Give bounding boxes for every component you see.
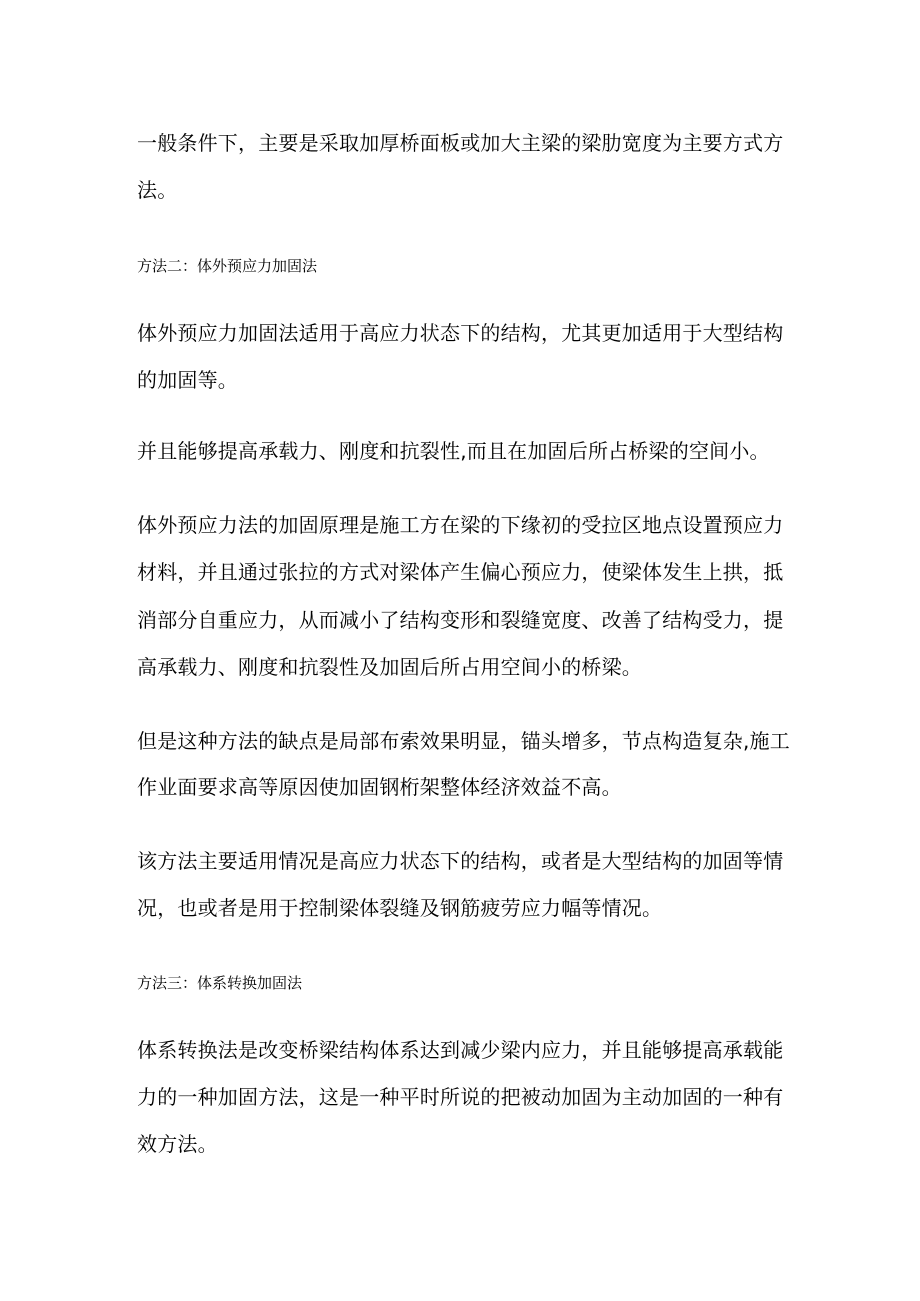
- paragraph-7-line-2: 力的一种加固方法，这是一种平时所说的把被动加固为主动加固的一种有: [137, 1085, 784, 1109]
- paragraph-5-line-2: 作业面要求高等原因使加固钢桁架整体经济效益不高。: [137, 775, 622, 799]
- paragraph-6-line-1: 该方法主要适用情况是高应力状态下的结构，或者是大型结构的加固等情: [137, 849, 784, 873]
- section-heading-method-2: 方法二：体外预应力加固法: [137, 257, 318, 275]
- paragraph-4-line-1: 体外预应力法的加固原理是施工方在梁的下缘初的受拉区地点设置预应力: [137, 513, 784, 537]
- paragraph-5-line-1: 但是这种方法的缺点是局部布索效果明显，锚头增多，节点构造复杂,施工: [137, 729, 790, 753]
- paragraph-4-line-3: 消部分自重应力，从而减小了结构变形和裂缝宽度、改善了结构受力，提: [137, 608, 784, 632]
- paragraph-4-line-2: 材料，并且通过张拉的方式对梁体产生偏心预应力，使梁体发生上拱，抵: [137, 560, 784, 584]
- paragraph-1-line-2: 法。: [137, 178, 178, 202]
- paragraph-7-line-1: 体系转换法是改变桥梁结构体系达到减少梁内应力，并且能够提高承载能: [137, 1038, 784, 1062]
- section-heading-method-3: 方法三：体系转换加固法: [137, 974, 303, 992]
- paragraph-2-line-2: 的加固等。: [137, 368, 238, 392]
- paragraph-2-line-1: 体外预应力加固法适用于高应力状态下的结构，尤其更加适用于大型结构: [137, 321, 784, 345]
- paragraph-7-line-3: 效方法。: [137, 1132, 218, 1156]
- paragraph-1-line-1: 一般条件下，主要是采取加厚桥面板或加大主梁的梁肋宽度为主要方式方: [137, 131, 784, 155]
- paragraph-6-line-2: 况，也或者是用于控制梁体裂缝及钢筋疲劳应力幅等情况。: [137, 896, 663, 920]
- paragraph-4-line-4: 高承载力、刚度和抗裂性及加固后所占用空间小的桥梁。: [137, 655, 642, 679]
- paragraph-3-line-1: 并且能够提高承载力、刚度和抗裂性,而且在加固后所占桥梁的空间小。: [137, 439, 770, 463]
